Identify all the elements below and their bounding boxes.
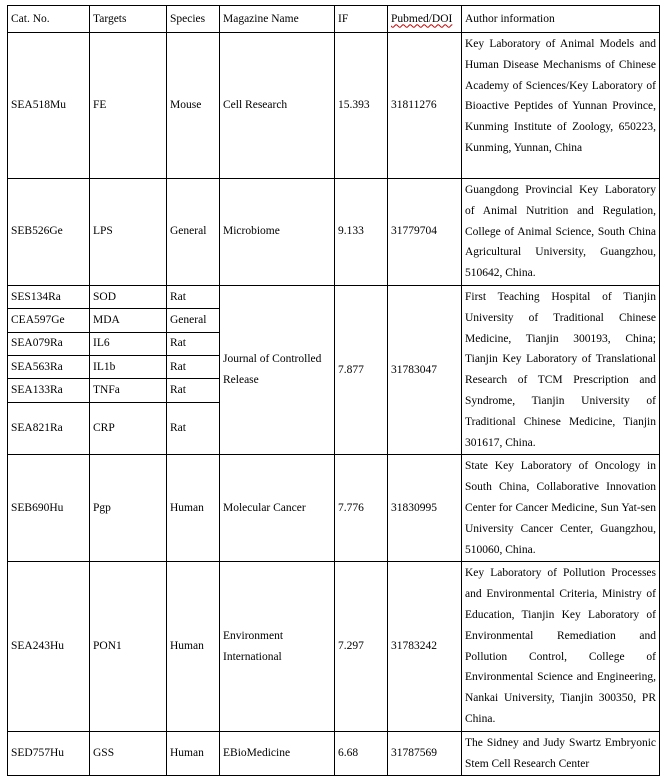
impact-factor-cell: 6.68 [335, 731, 388, 776]
publication-table [7, 5, 660, 776]
species-cell: Human [167, 455, 220, 562]
table-body [8, 6, 660, 776]
header-magazine-name: Magazine Name [220, 6, 335, 33]
species-cell: Human [167, 562, 220, 731]
table-row [8, 455, 660, 562]
pubmed-cell: 31783242 [388, 562, 462, 731]
magazine-cell: Cell Research [220, 33, 335, 179]
target-cell: MDA [90, 309, 167, 332]
table-row [8, 33, 660, 179]
cat-no-cell: SEA563Ra [8, 355, 90, 378]
target-cell: IL6 [90, 332, 167, 355]
author-info-cell: Guangdong Provincial Key Laboratory of Animal Nutrition and Regulation, College of Animal Science, South China Agricultural University, Guangzhou, 510642, China. [462, 179, 660, 286]
target-cell: FE [90, 33, 167, 179]
table-row [8, 562, 660, 731]
cat-no-cell: SEA821Ra [8, 402, 90, 455]
impact-factor-cell: 9.133 [335, 179, 388, 286]
impact-factor-cell: 7.776 [335, 455, 388, 562]
species-cell: Mouse [167, 33, 220, 179]
target-cell: SOD [90, 285, 167, 308]
author-info-cell: The Sidney and Judy Swartz Embryonic Stem Cell Research Center [462, 731, 660, 776]
pubmed-cell: 31783047 [388, 285, 462, 454]
species-cell: Rat [167, 332, 220, 355]
header-species: Species [167, 6, 220, 33]
species-cell: Rat [167, 355, 220, 378]
magazine-cell: Molecular Cancer [220, 455, 335, 562]
author-info-cell: Key Laboratory of Animal Models and Human Disease Mechanisms of Chinese Academy of Sciences/Key Laboratory of Bioactive Peptides of Yunnan Province, Kunming Institute of Zoology, 650223, Kunming, Yunnan, China [462, 33, 660, 179]
cat-no-cell: SEA518Mu [8, 33, 90, 179]
impact-factor-cell: 15.393 [335, 33, 388, 179]
magazine-cell: EBioMedicine [220, 731, 335, 776]
publication-table-container [7, 5, 660, 776]
cat-no-cell: SES134Ra [8, 285, 90, 308]
author-info-cell: First Teaching Hospital of Tianjin University of Traditional Chinese Medicine, Tianjin 300193, China; Tianjin Key Laboratory of Translational Research of TCM Prescription and Syndrome, Tianjin University of Traditional Chinese Medicine, Tianjin 301617, China. [462, 285, 660, 454]
species-cell: Rat [167, 402, 220, 455]
header-if: IF [335, 6, 388, 33]
header-cat-no: Cat. No. [8, 6, 90, 33]
pubmed-cell: 31779704 [388, 179, 462, 286]
impact-factor-cell: 7.877 [335, 285, 388, 454]
author-info-cell: Key Laboratory of Pollution Processes and Environmental Criteria, Ministry of Education, Tianjin Key Laboratory of Environmental Remediation and Pollution Control, College of Environmental Science and Engineering, Nankai University, Tianjin 300350, PR China. [462, 562, 660, 731]
header-targets: Targets [90, 6, 167, 33]
table-row [8, 285, 660, 308]
target-cell: PON1 [90, 562, 167, 731]
cat-no-cell: SEA243Hu [8, 562, 90, 731]
target-cell: LPS [90, 179, 167, 286]
cat-no-cell: SED757Hu [8, 731, 90, 776]
header-pubmed-doi [388, 6, 462, 33]
species-cell: Human [167, 731, 220, 776]
cat-no-cell: SEA133Ra [8, 379, 90, 402]
pubmed-cell: 31830995 [388, 455, 462, 562]
target-cell: IL1b [90, 355, 167, 378]
target-cell: GSS [90, 731, 167, 776]
pubmed-cell: 31787569 [388, 731, 462, 776]
header-author-information: Author information [462, 6, 660, 33]
cat-no-cell: SEA079Ra [8, 332, 90, 355]
species-cell: General [167, 179, 220, 286]
cat-no-cell: CEA597Ge [8, 309, 90, 332]
magazine-cell: Journal of Controlled Release [220, 285, 335, 454]
header-pubmed-doi-text: Pubmed/DOI [391, 12, 453, 25]
target-cell: CRP [90, 402, 167, 455]
impact-factor-cell: 7.297 [335, 562, 388, 731]
header-row [8, 6, 660, 33]
cat-no-cell: SEB690Hu [8, 455, 90, 562]
magazine-cell: Environment International [220, 562, 335, 731]
magazine-cell: Microbiome [220, 179, 335, 286]
table-row [8, 731, 660, 776]
pubmed-cell: 31811276 [388, 33, 462, 179]
species-cell: Rat [167, 285, 220, 308]
table-row [8, 179, 660, 286]
species-cell: General [167, 309, 220, 332]
author-info-cell: State Key Laboratory of Oncology in South China, Collaborative Innovation Center for Cancer Medicine, Sun Yat-sen University Cancer Center, Guangzhou, 510060, China. [462, 455, 660, 562]
species-cell: Rat [167, 379, 220, 402]
target-cell: Pgp [90, 455, 167, 562]
target-cell: TNFa [90, 379, 167, 402]
cat-no-cell: SEB526Ge [8, 179, 90, 286]
